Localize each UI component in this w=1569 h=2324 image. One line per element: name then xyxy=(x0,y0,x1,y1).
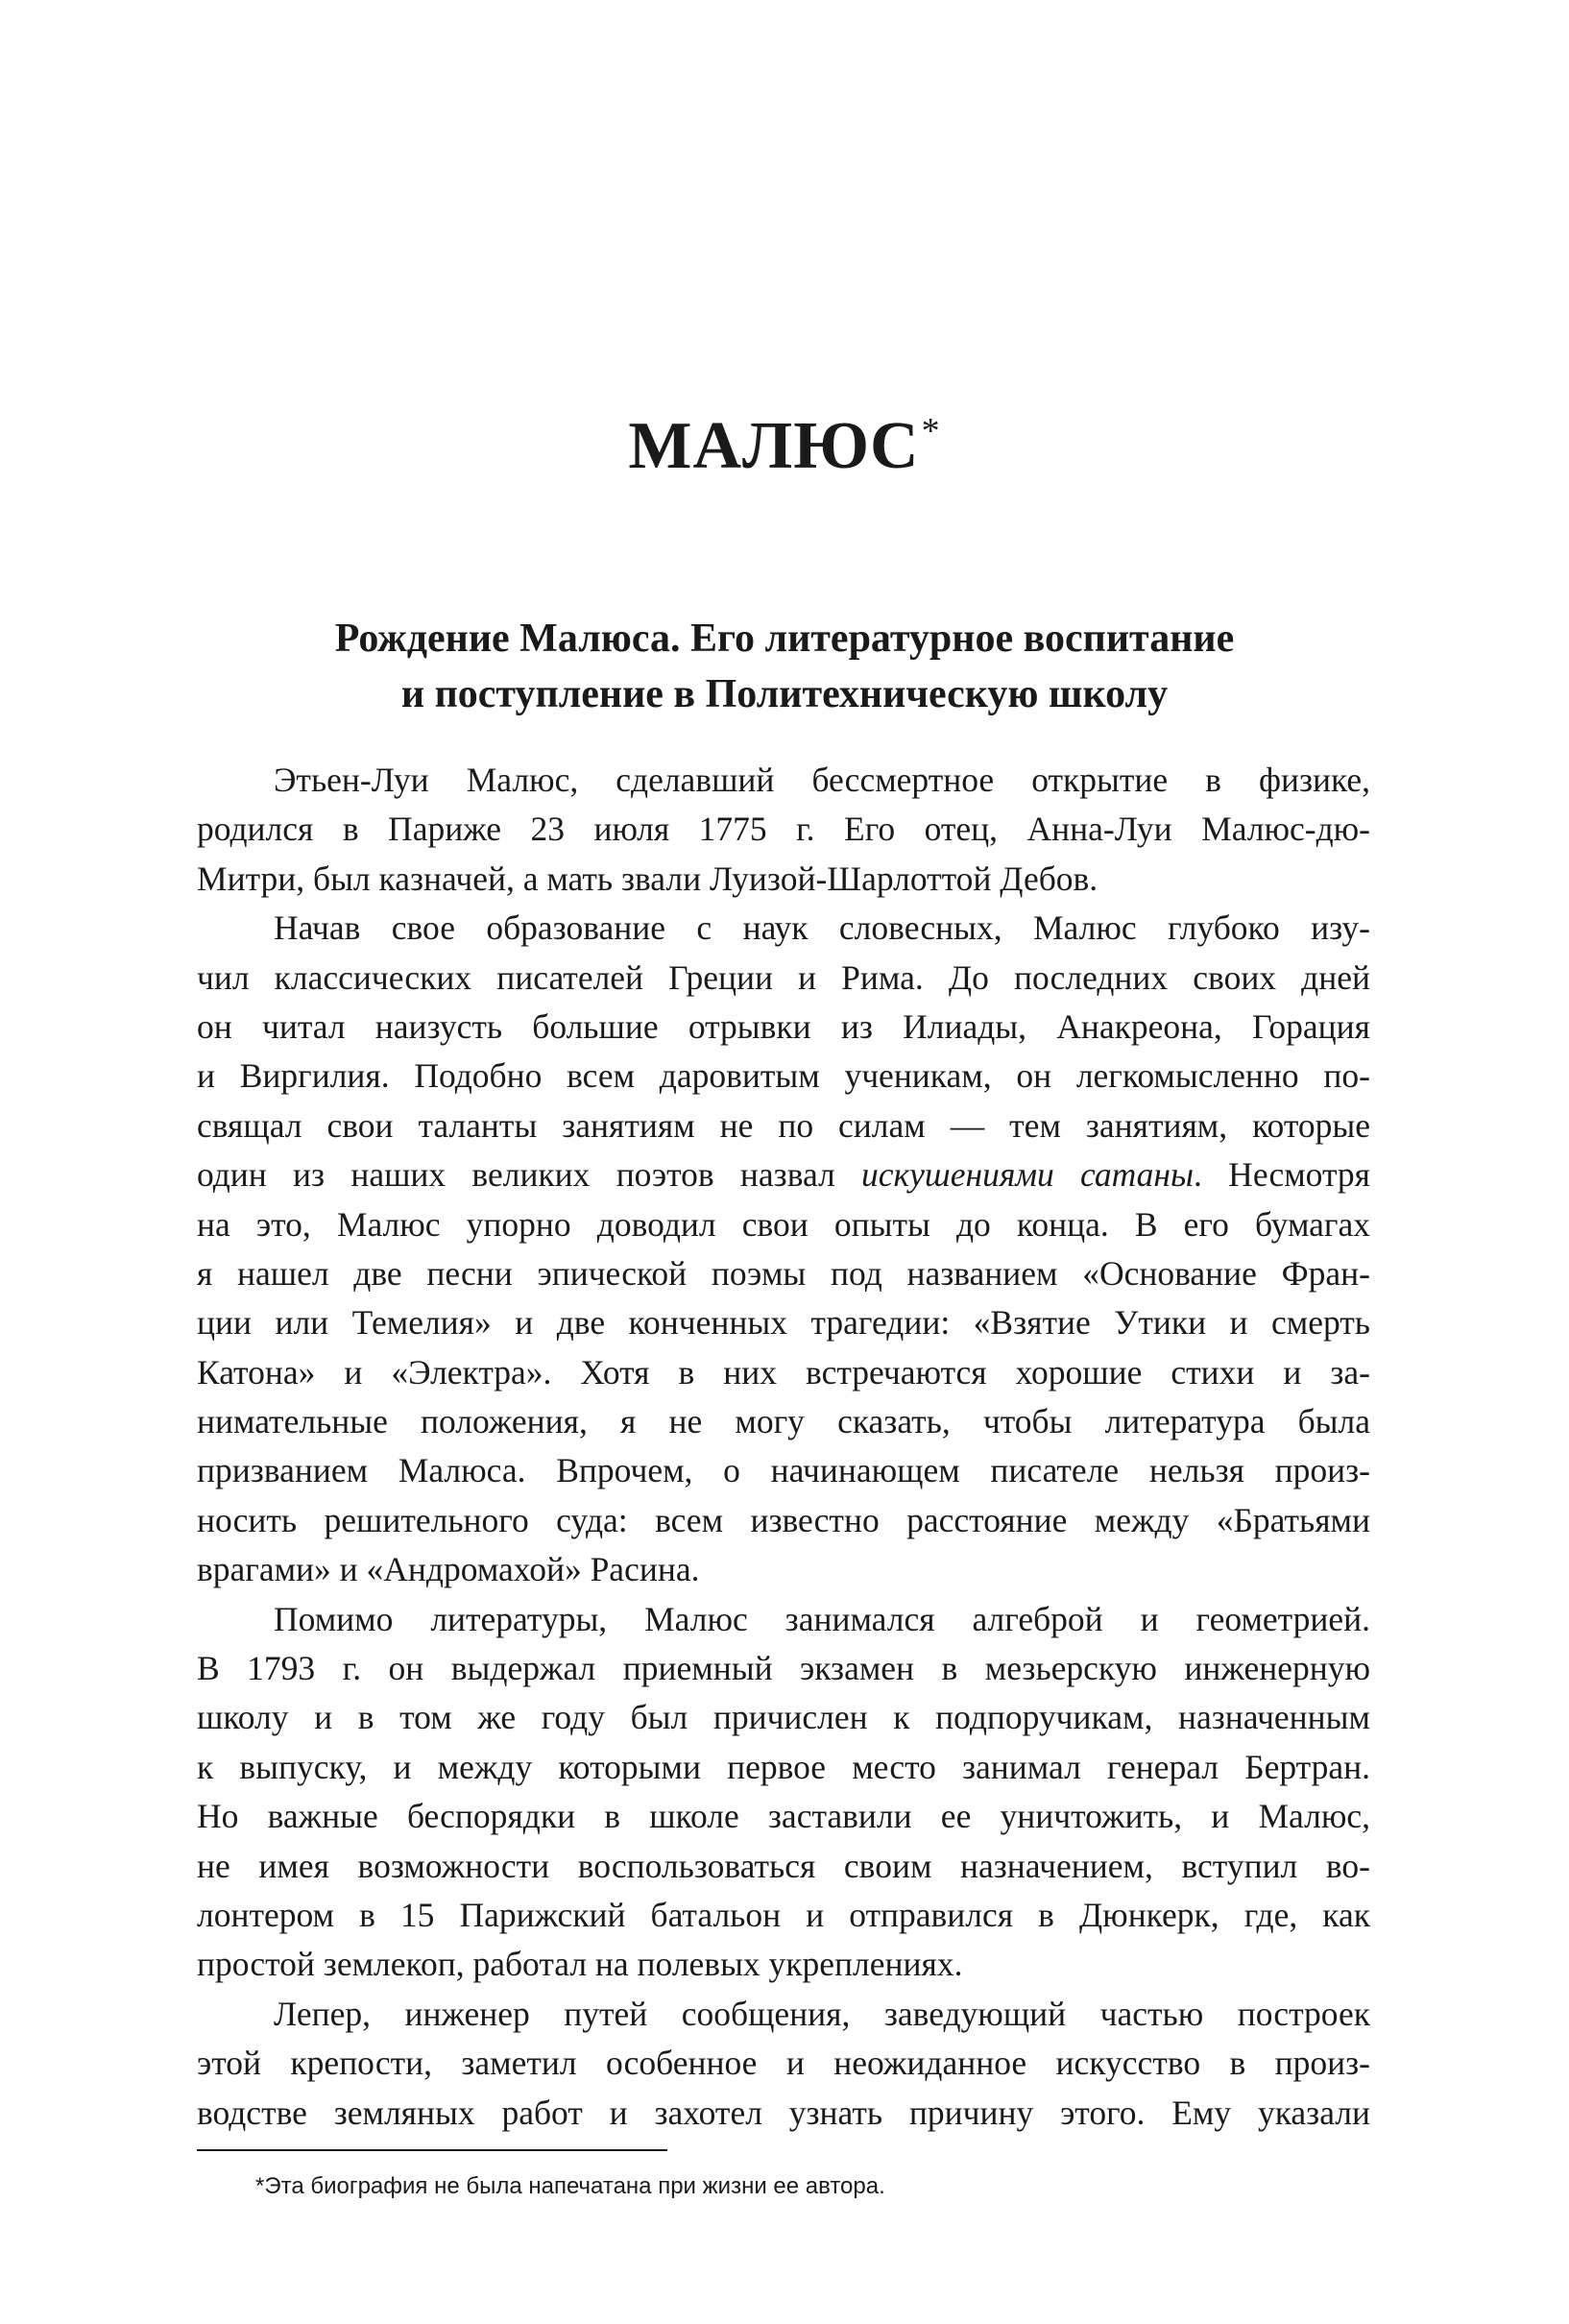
text-line: носить решительного суда: всем известно расстояние между «Братьями xyxy=(197,1500,1370,1539)
text-line: В 1793 г. он выдержал приемный экзамен в мезьерскую инженерную xyxy=(197,1649,1370,1688)
text-line-with-italic xyxy=(197,1150,1370,1199)
footnote-separator xyxy=(197,2149,667,2151)
text-line: Лепер, инженер путей сообщения, заведующий частью построек xyxy=(274,1994,1370,2033)
text-line: не имея возможности воспользоваться своим назначением, вступил во- xyxy=(197,1846,1370,1885)
text-line: школу и в том же году был причислен к подпоручикам, назначенным xyxy=(197,1698,1370,1737)
section-heading-line-2: и поступление в Политехническую школу xyxy=(400,672,1169,716)
text-line: простой землекоп, работал на полевых укреплениях. xyxy=(197,1945,963,1984)
text-line: Помимо литературы, Малюс занимался алгеброй и геометрией. xyxy=(274,1599,1370,1638)
text-line: к выпуску, и между которыми первое место занимал генерал Бертран. xyxy=(197,1747,1370,1786)
text-line: врагами» и «Андромахой» Расина. xyxy=(197,1550,700,1589)
text-line: свящал свои таланты занятиям не по силам — тем занятиям, которые xyxy=(197,1105,1370,1145)
footnote: *Эта биография не была напечатана при жизни ее автора. xyxy=(255,2173,885,2199)
text-line: Этьен-Луи Малюс, сделавший бессмертное открытие в физике, xyxy=(274,761,1370,799)
text-line: чил классических писателей Греции и Рима. До последних своих дней xyxy=(197,957,1370,997)
paragraph xyxy=(197,904,1370,1594)
text-segment: один из наших великих поэтов назвал xyxy=(197,1155,862,1195)
paragraph xyxy=(197,1990,1370,2138)
footnote-marker: * xyxy=(921,411,941,451)
text-line: родился в Париже 23 июля 1775 г. Его отец, Анна-Луи Малюс-дю- xyxy=(197,810,1370,849)
text-line: я нашел две песни эпической поэмы под названием «Основание Фран- xyxy=(197,1253,1370,1293)
section-heading xyxy=(192,611,1377,722)
text-line: ции или Темелия» и две конченных трагедии: «Взятие Утики и смерть xyxy=(197,1303,1370,1343)
text-line: он читал наизусть большие отрывки из Илиады, Анакреона, Горация xyxy=(197,1006,1370,1046)
text-line: нимательные положения, я не могу сказать, чтобы литература была xyxy=(197,1402,1370,1441)
text-line: водстве земляных работ и захотел узнать причину этого. Ему указали xyxy=(197,2093,1370,2132)
italic-phrase: искушениями сатаны xyxy=(861,1155,1195,1195)
text-line: Митри, был казначей, а мать звали Луизой-Шарлоттой Дебов. xyxy=(197,859,1098,898)
text-segment: . Несмотря xyxy=(1194,1155,1370,1195)
paragraph xyxy=(197,756,1370,904)
paragraph xyxy=(197,1595,1370,1990)
chapter-title-text: МАЛЮС xyxy=(628,409,920,483)
text-line: Но важные беспорядки в школе заставили ее уничтожить, и Малюс, xyxy=(197,1797,1370,1836)
chapter-title xyxy=(0,409,1569,483)
section-heading-line-1: Рождение Малюса. Его литературное воспитание xyxy=(334,617,1235,661)
text-line: Катона» и «Электра». Хотя в них встречаются хорошие стихи и за- xyxy=(197,1352,1370,1392)
text-line: и Виргилия. Подобно всем даровитым ученикам, он легкомысленно по- xyxy=(197,1056,1370,1096)
text-line: этой крепости, заметил особенное и неожиданное искусство в произ- xyxy=(197,2044,1370,2083)
text-line: на это, Малюс упорно доводил свои опыты до конца. В его бумагах xyxy=(197,1204,1370,1244)
text-line: Начав свое образование с наук словесных, Малюс глубоко изу- xyxy=(274,908,1370,948)
body-text xyxy=(197,756,1370,2138)
text-line: лонтером в 15 Парижский батальон и отправился в Дюнкерк, где, как xyxy=(197,1895,1370,1934)
text-line: призванием Малюса. Впрочем, о начинающем писателе нельзя произ- xyxy=(197,1451,1370,1490)
